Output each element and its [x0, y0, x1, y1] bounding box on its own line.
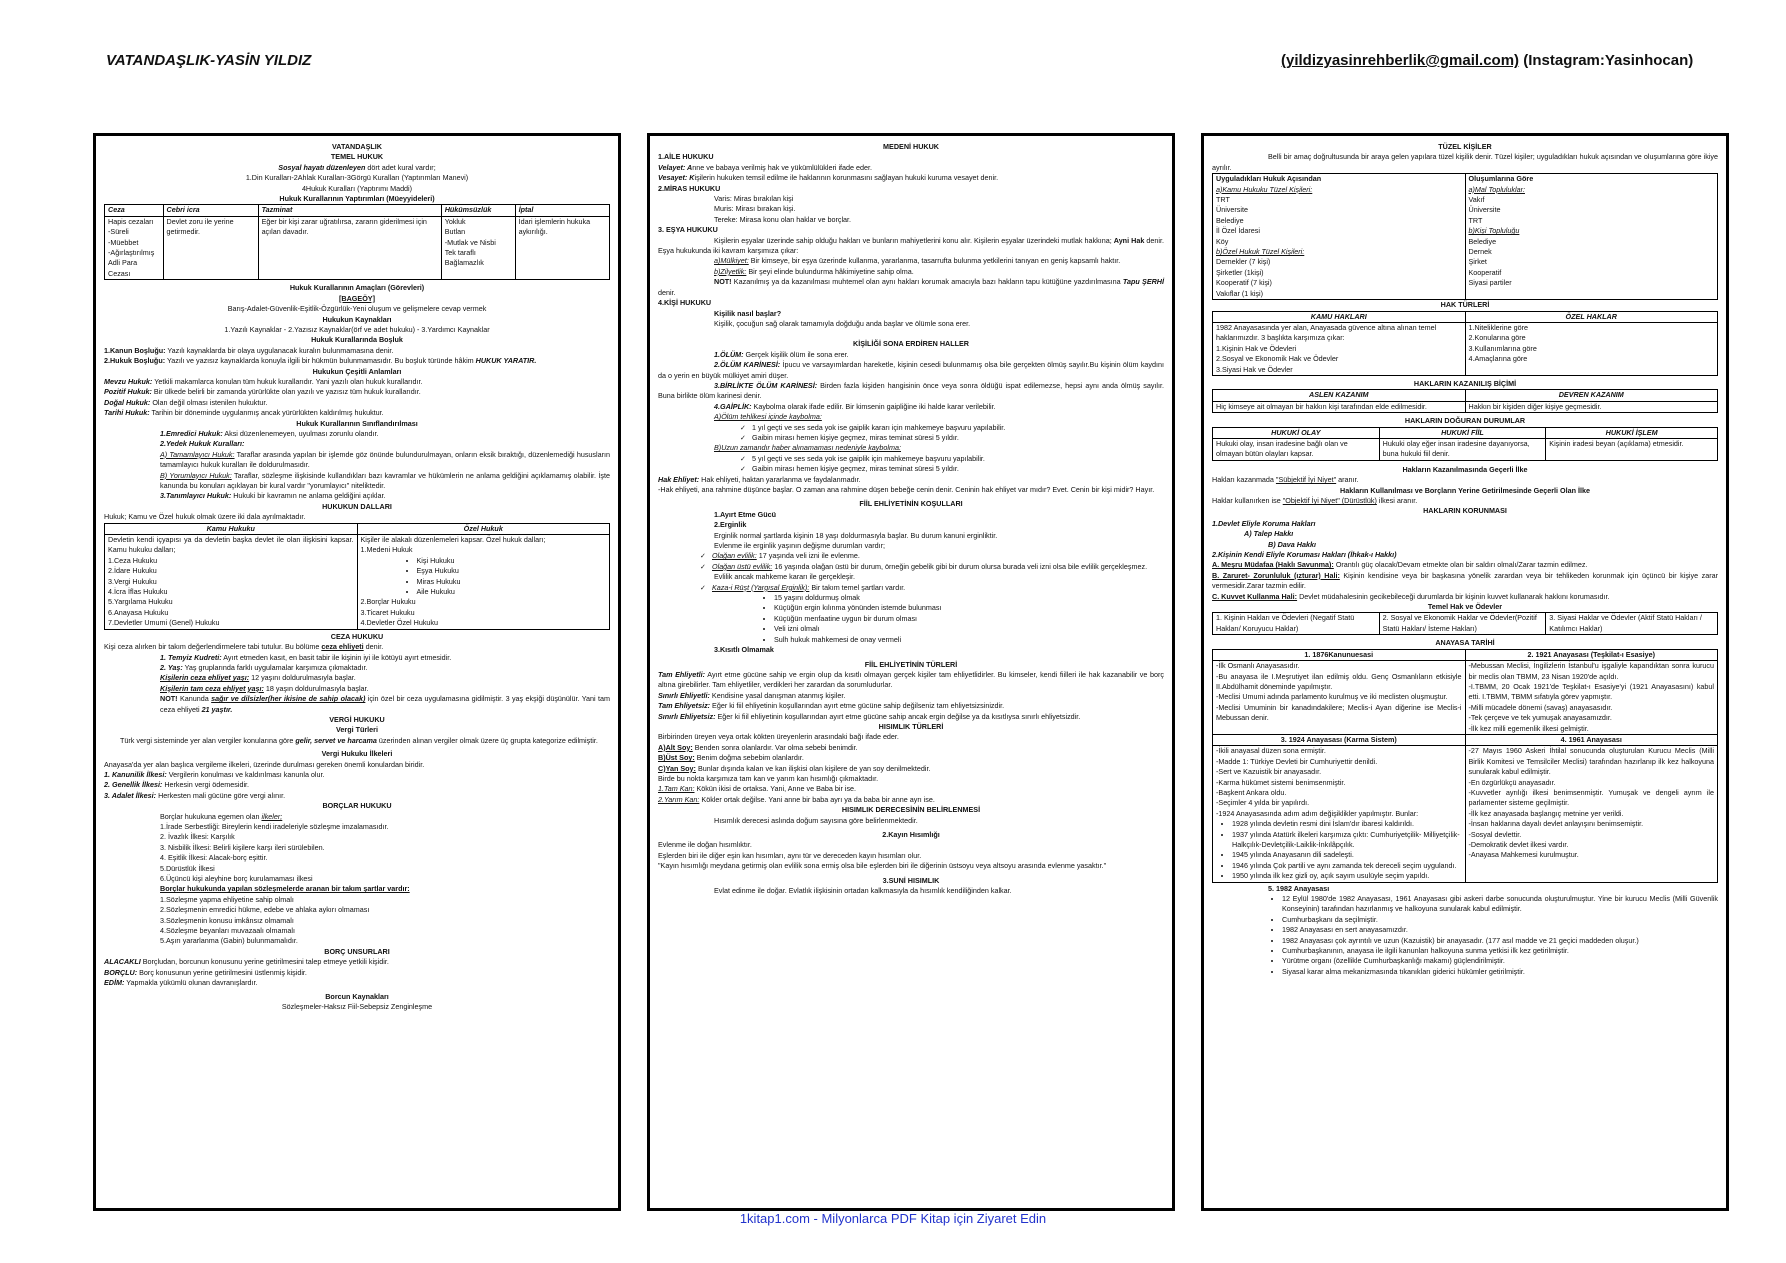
list-item: • Kişi Hukuku	[417, 556, 607, 566]
list-item: • Cumhurbaşkanının, anayasa ile ilgili kanunları halkoyuna sunma yetkisi ilk kez getirilmiştir.	[1282, 946, 1718, 956]
table-cell: Devlet zoru ile yerine getirmedir.	[163, 216, 258, 279]
list-item: • 1946 yılında Çok partili ve aynı zamanda tek dereceli seçim uygulandı.	[1232, 861, 1462, 871]
table-cell: Eğer bir kişi zarar uğratılırsa, zararın giderilmesi için açılan davadır.	[258, 216, 441, 279]
text-line: A)Alt Soy: Benden sonra olanlardır. Var olma sebebi benimdir.	[658, 742, 858, 752]
text-line: Velayet: Anne ve babaya verilmiş hak ve yükümlülükleri ifade eder.	[658, 162, 873, 172]
text-line: 4Hukuk Kuralları (Yaptırımı Maddi)	[301, 183, 413, 193]
text-line: 3. Adalet İlkesi: Herkesten mali gücüne göre vergi alınır.	[104, 790, 286, 800]
text-line: Evlenme ile erginlik yaşının değişme durumları vardır;	[714, 541, 885, 551]
section-title: 2.Kayın Hısımlığı	[882, 830, 940, 839]
table-cell: Hiç kimseye ait olmayan bir hakkın kişi tarafından elde edilmesidir.	[1213, 401, 1466, 412]
text-line: A) Talep Hakkı	[1244, 529, 1294, 539]
mnemonic: [BAGEÖY]	[339, 293, 375, 303]
section-title: Hukuk Kurallarının Sınıflandırılması	[296, 418, 418, 428]
text-line: Eşlerden biri ile diğer eşin kan hısımları, aynı tür ve dereceden kayın hısımları olur.	[658, 850, 922, 860]
section-title: FİİL EHLİYETİNİN TÜRLERİ	[864, 659, 958, 669]
text-line: Sınırlı Ehliyetli: Kendisine yasal danışman atanmış kişiler.	[658, 690, 846, 700]
acquisition-table	[1212, 389, 1718, 413]
text-line: B. Zaruret- Zorunluluk (ızturar) Hali: Kişinin kendisine veya bir başkasına yönelik zarardan veya bir tehlikeden korunmak için üçüncü bir kişiye zarar vermesidir.Zarar tazmin edilir.	[1212, 570, 1718, 591]
list-item: ✓ 5 yıl geçti ve ses seda yok ise gaiplik için mahkemeye başvuru yapılabilir.	[754, 454, 1164, 464]
section-title: Hukukun Çeşitli Anlamları	[312, 366, 402, 376]
text-line: 1. Temyiz Kudreti: Ayırt etmeden kasıt, en basit tabir ile kişinin iyi ile kötüyü ayırt etmesidir.	[160, 652, 452, 662]
text-line: EDİM: Yapmakla yükümlü olunan davranışlardır.	[104, 978, 258, 988]
list-item: 6.Üçüncü kişi aleyhine borç kurulamaması ilkesi	[160, 874, 313, 884]
table-header: HUKUKİ OLAY	[1213, 427, 1380, 438]
list-item: ✓ Kaza-i Rüşt (Yargısal Erginlik): Bir takım temel şartları vardır.	[714, 583, 1164, 593]
text-line: Evlat edinme ile doğar. Evlatlık ilişkisinin ortadan kalkmasıyla da hısımlık kendiliğinden kalkar.	[714, 886, 1012, 896]
list-item: ✓ 1 yıl geçti ve ses seda yok ise gaiplik kararı için mahkemeye başvuru yapılabilir.	[754, 423, 1164, 433]
text-line: Sözleşmeler-Haksız Fiil-Sebepsiz Zenginleşme	[281, 1001, 433, 1011]
section-title: 3. EŞYA HUKUKU	[658, 225, 718, 235]
text-line: 1. Kanunilik İlkesi: Vergilerin konulması ve kaldırılması kanunla olur.	[104, 769, 325, 779]
text-line: A)Ölüm tehlikesi içinde kaybolma:	[714, 412, 822, 422]
text-line: -Hak ehliyeti, ana rahmine düşünce başlar. O zaman ana rahmine düşen bebeğe cenin denir. Ceninin hak ehliyet var mıdır? Evet. Cenin bir kişi midir? Hayır.	[658, 485, 1155, 494]
table-header: Ceza	[105, 205, 164, 216]
law-branches-table	[104, 523, 610, 630]
list-item: Varis: Miras bırakılan kişi	[714, 194, 794, 204]
table-cell: İdari işlemlerin hukuka aykırılığı.	[515, 216, 609, 279]
text-line: 1.ÖLÜM: Gerçek kişilik ölüm ile sona erer.	[714, 349, 849, 359]
table-header: HUKUKİ FİİL	[1379, 427, 1546, 438]
text-line: 3.Tanımlayıcı Hukuk: Hukuki bir kavramın ne anlama geldiğini açıklar.	[160, 491, 386, 501]
list-item: • 12 Eylül 1980'de 1982 Anayasası, 1961 Anayasası gibi askeri darbe sonucunda oluşturulmuştur. Yine bir kurucu Meclis (Milli Güvenlik Konseyinin) tarafından hazırlanmış ve halkoyuna sunularak kabul edilmiştir.	[1282, 894, 1718, 915]
text-line: Kişilerin eşyalar üzerinde sahip olduğu hakları ve bunların mahiyetlerini konu alır. Kişilerin eşyalar üzerindeki mutlak hakkına; Ayni Hak denir. Eşya hukukunda iki kavram karşımıza çıkar:	[658, 235, 1164, 256]
section-title: 3.SUNİ HISIMLIK	[882, 875, 940, 885]
constitution-history-table	[1212, 649, 1718, 883]
table-header: Hükümsüzlük	[441, 205, 515, 216]
page-title: VATANDAŞLIK	[332, 142, 382, 151]
section-title: KİŞİLİĞİ SONA ERDİREN HALLER	[853, 339, 969, 349]
text-line: 1.Yazılı Kaynaklar - 2.Yazısız Kaynaklar(örf ve adet hukuku) - 3.Yardımcı Kaynaklar	[224, 324, 490, 334]
list-item: • Siyasal karar alma mekanizmasında tıkanıkları giderici hükümler getirilmiştir.	[1282, 967, 1718, 977]
text-line: 2.ÖLÜM KARİNESİ: İpucu ve varsayımlardan hareketle, kişinin cesedi bulunmamış olsa bile gerçekten ölmüş sayılır.Bu kişinin ölüm kaydını da o yerin en büyük mülkiyet amiri düşer.	[658, 360, 1164, 380]
text-line: 2.Erginlik	[714, 520, 747, 530]
text-line: 1.Din Kuralları-2Ahlak Kuralları-3Görgü Kuralları (Yaptırımları Manevi)	[245, 173, 469, 183]
list-item: • Veli izni olmalı	[774, 624, 1164, 634]
legal-events-table	[1212, 427, 1718, 461]
table-cell: Hakkın bir kişiden diğer kişiye geçmesidir.	[1465, 401, 1718, 412]
text-line: Kişilerin ceza ehliyet yaşı: 12 yaşını doldurulmasıyla başlar.	[160, 673, 356, 683]
list-item: 5.Aşırı yararlanma (Gabin) bulunmamalıdır.	[160, 936, 298, 946]
table-cell: -İkili anayasal düzen sona ermiştir. -Madde 1: Türkiye Devleti bir Cumhuriyettir denildi. -Sert ve Kazuistik bir anayasadır. -Karma hükümet sistemi benimsenmiştir. -Başkent Ankara oldu. -Seçimler 4 yılda bir yapılırdı. -1924 Anayasasında adım adım değişiklikler yapılmıştır. Bunlar: • 1928 yılında devletin resmi dini İslam'dır ibaresi kaldırıldı. • 1937 yılında Atatürk ilkeleri karşımıza çıktı: Cumhuriyetçilik- Milliyetçilik-Halkçılık-Devletçilik-Laiklik-İnkılâpçılık. • 1945 yılında Anayasanın dili sadeleşti. • 1946 yılında Çok partili ve aynı zamanda tek dereceli seçim uygulandı. • 1950 yılında ilk kez gizli oy, açık sayım usulüyle seçim yapıldı.	[1213, 746, 1466, 882]
rights-table	[1212, 311, 1718, 376]
list-item: 4. Eşitlik İlkesi: Alacak-borç eşittir.	[160, 853, 268, 863]
list-item: ✓ Olağan üstü evlilik: 16 yaşında olağan üstü bir durum, örneğin gebelik gibi bir durum olursa burada veli izni olsa bile evlilik gerçekleşmez. Evlilik ancak mahkeme kararı ile gerçekleşir.	[714, 562, 1164, 583]
section-title: 5. 1982 Anayasası	[1268, 883, 1330, 893]
list-item: • 1950 yılında ilk kez gizli oy, açık sayım usulüyle seçim yapıldı.	[1232, 871, 1462, 881]
table-cell: -27 Mayıs 1960 Askeri İhtilal sonucunda oluşturulan Kurucu Meclis (Milli Birlik Komitesi ve Temsilciler Meclisi) tarafından hazırlanıp ilk kez halkoyuna sunularak kabul edilmiştir. -En özgürlükçü anayasadır. -Kuvvetler ayrılığı ilkesi benimsenmiştir. Yumuşak ve dengeli ayrım ile parlamenter sisteme geçilmiştir. -İlk kez anayasada başlangıç metnine yer verildi. -İnsan haklarına dayalı devlet anlayışını benimsemiştir. -Sosyal devlettir. -Demokratik devlet ilkesi vardır. -Anayasa Mahkemesi kurulmuştur.	[1465, 746, 1718, 882]
list-item: • Sulh hukuk mahkemesi de onay vermeli	[774, 635, 1164, 645]
text-line: Hakları kazanmada "Sübjektif İyi Niyet" aranır.	[1212, 475, 1359, 485]
list-item: 2. İvazlık İlkesi: Karşılık	[160, 832, 235, 842]
text-line: BORÇLU: Borç konusunun yerine getirilmesini üstlenmiş kişidir.	[104, 967, 307, 977]
text-line: B)Üst Soy: Benim doğma sebebim olanlardır.	[658, 753, 804, 763]
table-header: HUKUKİ İŞLEM	[1546, 427, 1718, 438]
text-line: 2. Genellik İlkesi: Herkesin vergi ödemesidir.	[104, 780, 250, 790]
text-line: Vesayet: Kişilerin hukuken temsil edilme ile haklarının korunmasını sağlayan hukuki kuruma vesayet denir.	[658, 173, 999, 183]
section-title: 4.KİŞİ HUKUKU	[658, 298, 712, 308]
list-item: • Yürütme organı (özellikle Cumhurbaşkanlığı makamı) güçlendirilmiştir.	[1282, 956, 1718, 966]
list-item: • 1928 yılında devletin resmi dini İslam'dır ibaresi kaldırıldı.	[1232, 819, 1462, 829]
column-1	[93, 133, 621, 1211]
header-instagram: (Instagram:Yasinhocan)	[1519, 52, 1694, 69]
list-item: • 1982 Anayasası en sert anayasamızdır.	[1282, 925, 1718, 935]
text-line: Birbirinden üreyen veya ortak kökten üreyenlerin arasındaki bağı ifade eder.	[658, 732, 899, 742]
section-title: HAKLARIN KAZANILIŞ BİÇİMİ	[1413, 378, 1517, 388]
table-cell: Kişinin iradesi beyan (açıklama) etmesidir.	[1546, 438, 1718, 460]
list-item: • 1945 yılında Anayasanın dili sadeleşti.	[1232, 850, 1462, 860]
text-line: Sınırlı Ehliyetsiz: Eğer ki fiil ehliyetinin koşullarından ayırt etme gücüne sahip ancak ergin değilse ya da kısıtlıysa sınırlı ehliyetsizdir.	[658, 711, 1081, 721]
table-header: 3. 1924 Anayasası (Karma Sistem)	[1213, 734, 1466, 745]
table-cell: -Mebussan Meclisi, İngilizlerin İstanbul'u işgaliyle kapandıktan sonra kurucu bir meclis olan TBMM, 23 Nisan 1920'de açıldı. -I.TBMM, 20 Ocak 1921'de Teşkilat-ı Esasiye'yi (1921 Anayasasını) kabul etti. I.TBMM, TBMM sıfatıyla görev yapmıştır. -Milli mücadele dönemi (savaş) anayasasıdır. -Tek çerçeve ve tek yumuşak anayasamızdır. -İlk kez milli egemenlik ilkesi gelmiştir.	[1465, 661, 1718, 735]
list-item: • Cumhurbaşkanı da seçilmiştir.	[1282, 915, 1718, 925]
text-line: B)Uzun zamandır haber alınamaması nedeniyle kaybolma:	[714, 443, 901, 453]
list-item: 4.Sözleşme beyanları muvazaalı olmamalı	[160, 926, 296, 936]
section-title: Borcun Kaynakları	[325, 991, 389, 1001]
fundamental-rights-table	[1212, 612, 1718, 635]
text-line: Borçlar hukukunda yapılan sözleşmelerde aranan bir takım şartlar vardır:	[160, 884, 410, 894]
list-item: • Aile Hukuku	[417, 587, 607, 597]
text-line: Birde bu nokta karşımıza tam kan ve yarım kan hısımlığı çıkmaktadır.	[658, 773, 879, 783]
text-line: C. Kuvvet Kullanma Hali: Devlet müdahalesinin gecikebileceği durumlarda bir kişinin kuvvet kullanarak hakkını korumasıdır.	[1212, 591, 1610, 601]
list-item: 3.Sözleşmenin konusu imkânsız olmamalı	[160, 915, 294, 925]
list-item: 1.İrade Serbestliği: Bireylerin kendi iradeleriyle sözleşme imzalamasıdır.	[160, 822, 389, 831]
text-line: Hısımlık derecesi aslında doğum sayısına göre belirlenmektedir.	[714, 815, 918, 825]
text-line: Sosyal hayatı düzenleyen dört adet kural vardır;	[278, 162, 436, 172]
text-line: "Kayın hısımlığı meydana getirmiş olan evlilik sona ermiş olsa bile eşlerden biri ile diğerinin üstsoyu veya altsoyu arasında evlenme yasaktır."	[658, 861, 1107, 871]
list-item: • 1937 yılında Atatürk ilkeleri karşımıza çıktı: Cumhuriyetçilik- Milliyetçilik-Halkçılık-Devletçilik-Laiklik-İnkılâpçılık.	[1232, 830, 1462, 851]
text-line: Hukuk; Kamu ve Özel hukuk olmak üzere iki dala ayrılmaktadır.	[104, 512, 306, 522]
list-item: • Küçüğün ergin kılınma yönünden istemde bulunması	[774, 603, 1164, 613]
text-line: 1.Tam Kan: Kökün ikisi de ortaksa. Yani, Anne ve Baba bir ise.	[658, 784, 857, 794]
list-item: • 15 yaşını doldurmuş olmak	[774, 593, 1164, 603]
section-title: Temel Hak ve Ödevler	[1427, 602, 1503, 612]
text-line: Belli bir amaç doğrultusunda bir araya gelen yapılara tüzel kişilik denir. Tüzel kişiler; uyguladıkları hukuk açısından ve oluşumlarına göre ikiye ayrılır.	[1212, 152, 1718, 172]
text-line: Mevzu Hukuk: Yetkili makamlarca konulan tüm hukuk kurallarıdır. Yani yazılı olan hukuk kurallarıdır.	[104, 376, 423, 386]
list-item: ✓ Gaibin mirası hemen kişiye geçmez, miras teminat süresi 5 yıldır.	[754, 433, 1164, 443]
section-title: TEMEL HUKUK	[330, 152, 384, 162]
table-cell: 3. Siyasi Haklar ve Ödevler (Aktif Statü Hakları / Katılımcı Haklar)	[1546, 613, 1718, 635]
column-2	[647, 133, 1175, 1211]
list-item: Tereke: Mirasa konu olan haklar ve borçlar.	[714, 214, 852, 224]
text-line: Kişilerin tam ceza ehliyet yaşı: 18 yaşın doldurulmasıyla başlar.	[160, 683, 369, 693]
text-line: A) Tamamlayıcı Hukuk: Taraflar arasında yapılan bir işlemde göz önünde bulundurulmayan, onların eksik bıraktığı, düzenlemediği hususların tamamlayıcı hukuk kuralları ile doldurulmasıdır.	[160, 449, 610, 470]
section-title: HISIMLIK TÜRLERİ	[878, 721, 944, 731]
text-line: ALACAKLI Borçludan, borcunun konusunu yerine getirilmesini talep etmeye yetkili kişidir.	[104, 957, 389, 967]
table-cell: Hapis cezaları -Süreli -Müebbet -Ağırlaştırılmış Adli Para Cezası	[105, 216, 164, 279]
section-title: CEZA HUKUKU	[330, 631, 384, 641]
table-cell: Yokluk Butlan -Mutlak ve Nisbi Tek taraflı Bağlamazlık	[441, 216, 515, 279]
text-line: Türk vergi sisteminde yer alan vergiler konularına göre gelir, servet ve harcama üzerinden alınan vergiler olmak üzere üç grupta kategorize edilmiştir.	[120, 735, 598, 745]
text-line: B) Dava Hakkı	[1268, 539, 1316, 549]
text-line: 2.Kişinin Kendi Eliyle Koruması Hakları (İhkak-ı Hakkı)	[1212, 550, 1397, 560]
header-title: VATANDAŞLIK-YASİN YILDIZ	[106, 52, 312, 69]
column-3	[1201, 133, 1729, 1211]
list-item: • Eşya Hukuku	[417, 566, 607, 576]
text-line: 1.Kanun Boşluğu: Yazılı kaynaklarda bir olaya uygulanacak kuralın bulunmamasına denir.	[104, 345, 394, 355]
table-cell: Oluşumlarına Göre a)Mal Topluluklar: Vakıf Üniversite TRT b)Kişi Topluluğu Belediye Dernek Şirket Kooperatif Siyasi partiler	[1465, 174, 1718, 300]
table-header: ASLEN KAZANIM	[1213, 390, 1466, 401]
text-line: C)Yan Soy: Bunlar dışında kalan ve kan ilişkisi olan kişilere de yan soy denilmektedir.	[658, 763, 931, 773]
text-line: Tam Ehliyetsiz: Eğer ki fiil ehliyetinin koşullarından ayırt etme gücüne sahip değilseniz tam ehliyetsizsinizdir.	[658, 701, 1005, 711]
table-header: ÖZEL HAKLAR	[1465, 311, 1718, 322]
text-line: Hak Ehliyet: Hak ehliyeti, haktan yararlanma ve faydalanmadır.	[658, 474, 861, 484]
table-cell: 1.Niteliklerine göre 2.Konularına göre 3.Kullanımlarına göre 4.Amaçlarına göre	[1465, 322, 1718, 375]
section-title: 1.AİLE HUKUKU	[658, 152, 714, 162]
text-line: 3.BİRLİKTE ÖLÜM KARİNESİ: Birden fazla kişiden hangisinin önce veya sonra öldüğü ispat edilemezse, hepsi aynı anda ölmüş sayılır. Buna birlikte ölüm karinesi denir.	[658, 380, 1165, 401]
text-line: 2.Hukuk Boşluğu: Yazılı ve yazısız kaynaklarda konuyla ilgili bir hükmün bulunmamasıdır. Bu boşluk türünde hâkim HUKUK YARATIR.	[104, 356, 537, 366]
section-title: HAKLARIN KORUNMASI	[1423, 506, 1507, 516]
text-line: Haklar kullanırken ise "Objektif İyi Niyet" (Dürüstlük) ilkesi aranır.	[1212, 496, 1418, 505]
table-header: DEVREN KAZANIM	[1465, 390, 1718, 401]
list-item: • 1982 Anayasası çok ayrıntılı ve uzun (Kazuistik) bir anayasadır. (177 asıl madde ve 21 geçici maddeden oluşur.)	[1282, 936, 1718, 946]
text-line: NOT! Kazanılmış ya da kazanılması muhtemel olan aynı hakları korumak amacıyla bazı hakların tapu kütüğüne yazdırılmasına Tapu ŞERHİ denir.	[658, 277, 1164, 297]
page-title: TÜZEL KİŞİLER	[1438, 142, 1492, 151]
header-email[interactable]: (yildizyasinrehberlik@gmail.com)	[1281, 52, 1520, 69]
list-item: ✓ Gaibin mirası hemen kişiye geçmez, miras teminat süresi 5 yıldır.	[754, 464, 1164, 474]
section-title: VERGİ HUKUKU	[329, 714, 385, 724]
page-title: MEDENİ HUKUK	[883, 142, 939, 151]
text-line: Doğal Hukuk: Olan değil olması istenilen hukuktur.	[104, 397, 268, 407]
table-header: 4. 1961 Anayasası	[1465, 734, 1718, 745]
table-header: KAMU HAKLARI	[1213, 311, 1466, 322]
legal-entities-table	[1212, 173, 1718, 300]
list-item: • Miras Hukuku	[417, 577, 607, 587]
text-line: 2. Yaş: Yaş gruplarında farklı uygulamalar karşımıza çıkmaktadır.	[160, 662, 368, 672]
text-line: Erginlik normal şartlarda kişinin 18 yaşı doldurmasıyla başlar. Bu durum kanuni erginliktir.	[714, 530, 998, 540]
section-title: Hukukun Kaynakları	[322, 314, 392, 324]
list-item: ✓ Olağan evlilik: 17 yaşında veli izni ile evlenme.	[714, 551, 1164, 561]
list-item: • Küçüğün menfaatine uygun bir durum olması	[774, 614, 1164, 624]
table-header: Cebri icra	[163, 205, 258, 216]
section-title: Vergi Hukuku İlkeleri	[321, 749, 393, 759]
section-title: Hakların Kullanılması ve Borçların Yerine Getirilmesinde Geçerli Olan İlke	[1340, 485, 1590, 495]
text-line: b)Zilyetlik: Bir şeyi elinde bulundurma hâkimiyetine sahip olma.	[714, 266, 914, 276]
text-line: 1.Ayırt Etme Gücü	[714, 509, 777, 519]
text-line: A. Meşru Müdafaa (Haklı Savunma): Orantılı güç olacak/Devam etmekte olan bir saldırı olmalı/Zarar tazmin edilmez.	[1212, 560, 1588, 570]
text-line: Pozitif Hukuk: Bir ülkede belirli bir zamanda yürürlükte olan yazılı ve yazısız tüm hukuk kurallarıdır.	[104, 387, 421, 397]
list-item: 2.Sözleşmenin emredici hükme, edebe ve ahlaka aykırı olmaması	[160, 905, 370, 915]
header-contact	[1281, 52, 1693, 69]
text-line: Kişi ceza alırken bir takım değerlendirmelere tabi tutulur. Bu bölüme ceza ehliyeti denir.	[104, 642, 384, 652]
text-line: 2.Yarım Kan: Kökler ortak değilse. Yani anne bir baba ayrı ya da baba bir anne ayrı ise.	[658, 794, 935, 804]
table-header: Kamu Hukuku	[105, 523, 358, 534]
text-line: 4.GAİPLİK: Kaybolma olarak ifade edilir. Bir kimsenin gaipliğine iki halde karar verilebilir.	[714, 401, 996, 411]
table-header: 1. 1876Kanunuesasi	[1213, 649, 1466, 660]
section-title: BORÇ UNSURLARI	[324, 946, 390, 956]
table-header: Tazminat	[258, 205, 441, 216]
table-cell: 1982 Anayasasında yer alan, Anayasada güvence altına alınan temel haklarımızdır. 3 başlıkta karşımıza çıkar: 1.Kişinin Hak ve Ödevleri 2.Sosyal ve Ekonomik Hak ve Ödevler 3.Siyasi Hak ve Ödevler	[1213, 322, 1466, 375]
list-item: 5.Dürüstlük İlkesi	[160, 863, 215, 873]
text-line: Anayasa'da yer alan başlıca vergileme ilkeleri, üzerinde durulması gereken önemli konulardan biridir.	[104, 759, 425, 769]
section-title: Hakların Kazanılmasında Geçerli İlke	[1402, 464, 1528, 474]
section-title: BORÇLAR HUKUKU	[322, 801, 392, 811]
list-item: 1.Sözleşme yapma ehliyetine sahip olmalı	[160, 894, 294, 904]
table-cell: -İlk Osmanlı Anayasasıdır. -Bu anayasa ile I.Meşrutiyet ilan edilmiş oldu. Genç Osmanlıların etkisiyle II.Abdülhamit döneminde yapılmıştır. -Meclisi Umumi adında parlamento kurulmuş ve iki meclisten oluşmuştur. -Meclisi Umuminin bir kanadındakilere; Meclis-i Ayan diğerine ise Meclis-i Mebussan denir.	[1213, 661, 1466, 735]
text-line: Barış-Adalet-Güvenlik-Eşitlik-Özgürlük-Yeni oluşum ve gelişmelere cevap vermek	[227, 304, 487, 314]
section-title: Hukuk Kurallarının Yaptırımları (Müeyyideleri)	[279, 194, 435, 204]
table-cell: Devletin kendi içyapısı ya da devletin başka devlet ile olan ilişkisini kapsar. Kamu hukuku dalları; 1.Ceza Hukuku 2.İdare Hukuku 3.Vergi Hukuku 4.İcra İflas Hukuku 5.Yargılama Hukuku 6.Anayasa Hukuku 7.Devletler Umumi (Genel) Hukuku	[105, 535, 358, 630]
table-cell: Kişiler ile alakalı düzenlemeleri kapsar. Özel hukuk dalları; 1.Medeni Hukuk • Kişi Hukuku • Eşya Hukuku • Miras Hukuku • Aile Hukuku 2.Borçlar Hukuku 3.Ticaret Hukuku 4.Devletler Özel Hukuku	[357, 535, 610, 630]
table-header: İptal	[515, 205, 609, 216]
text-line: 1.Devlet Eliyle Koruma Hakları	[1212, 518, 1316, 528]
text-line: a)Mülkiyet: Bir kimseye, bir eşya üzerinde kullanma, yararlanma, tasarrufta bulunma yetkilerini tanıyan en geniş kapsamlı haktır.	[714, 256, 1121, 266]
section-title: HISIMLIK DERECESİNİN BELİRLENMESİ	[841, 805, 981, 815]
table-header: 2. 1921 Anayasası (Teşkilat-ı Esasiye)	[1465, 649, 1718, 660]
section-title: 2.MİRAS HUKUKU	[658, 183, 721, 193]
table-cell: 2. Sosyal ve Ekonomik Haklar ve Ödevler(Pozitif Statü Hakları/ İsteme Hakları)	[1379, 613, 1546, 635]
sanctions-table	[104, 204, 610, 280]
text-line: Tam Ehliyetli: Ayırt etme gücüne sahip ve ergin olup da kısıtlı olmayan gerçek kişiler tam ehliyetlidirler. Bu kimseler, kendi fiilleri ile hak kazanabilir ve borç altına girebilirler. Tam ehliyetliler, verdikleri her zarardan da sorumludurlar.	[658, 669, 1164, 690]
text-line: Kişilik nasıl başlar?	[714, 308, 782, 318]
list-item: 3. Nisbilik İlkesi: Belirli kişilere karşı ileri sürülebilen.	[160, 842, 325, 852]
text-line: 1.Emredici Hukuk: Aksi düzenlenemeyen, uyulması zorunlu olandır.	[160, 428, 379, 438]
table-cell: Hukuki olay eğer insan iradesine dayanıyorsa, buna hukuki fiil denir.	[1379, 438, 1546, 460]
table-cell: 1. Kişinin Hakları ve Ödevleri (Negatif Statü Hakları/ Koruyucu Haklar)	[1213, 613, 1380, 635]
table-cell: Hukuki olay, insan iradesine bağlı olan ve olmayan bütün olayları kapsar.	[1213, 438, 1380, 460]
section-title: HUKUKUN DALLARI	[322, 501, 392, 511]
list-item: Muris: Mirası bırakan kişi.	[714, 204, 796, 214]
table-cell: Uyguladıkları Hukuk Açısından a)Kamu Hukuku Tüzel Kişileri: TRT Üniversite Belediye İl Özel İdaresi Köy b)Özel Hukuk Tüzel Kişileri: Dernekler (7 kişi) Şirketler (1kişi) Kooperatif (7 kişi) Vakıflar (1 kişi)	[1213, 174, 1466, 300]
text-line: Evlenme ile doğan hısımlıktır.	[658, 840, 752, 850]
text-line: 3.Kısıtlı Olmamak	[714, 645, 774, 655]
text-line: Tarihi Hukuk: Tarihin bir döneminde uygulanmış ancak yürürlükten kaldırılmış hukuktur.	[104, 408, 384, 418]
text-line: B) Yorumlayıcı Hukuk: Taraflar, sözleşme ilişkisinde kullandıkları bazı kavramlar ve hükümlerin ne anlama geldiğini açıklamamış olabilir. İşte kanunda bu konuları açıklayan bir kural vardır "yorumlayıcı" niteliktedir.	[160, 470, 611, 490]
section-title: HAKLARIN DOĞURAN DURUMLAR	[1404, 416, 1526, 426]
section-title: FİİL EHLİYETİNİN KOŞULLARI	[859, 499, 963, 509]
section-title: Hukuk Kurallarının Amaçları (Görevleri)	[289, 283, 425, 293]
text-line: Borçlar hukukuna egemen olan ilkeler;	[160, 811, 283, 821]
footer-link[interactable]: 1kitap1.com - Milyonlarca PDF Kitap için Ziyaret Edin	[739, 1211, 1047, 1226]
section-title: Vergi Türleri	[336, 725, 378, 735]
text-line: Kişilik, çocuğun sağ olarak tamamıyla doğduğu anda başlar ve ölümle sona erer.	[714, 318, 971, 328]
section-title: HAK TÜRLERİ	[1440, 300, 1490, 310]
section-title: Hukuk Kurallarında Boşluk	[311, 335, 403, 345]
table-header: Özel Hukuk	[357, 523, 610, 534]
text-line: 2.Yedek Hukuk Kuralları:	[160, 439, 245, 449]
text-line: NOT! Kanunda sağır ve dilsizler(her ikisine de sahip olacak) için özel bir ceza uygulamasına gidilmiştir. 3 yaş ekşiği düşünülür. Yani tam ceza ehliyeti 21 yaştır.	[160, 694, 610, 714]
section-title: ANAYASA TARİHİ	[1435, 638, 1495, 648]
